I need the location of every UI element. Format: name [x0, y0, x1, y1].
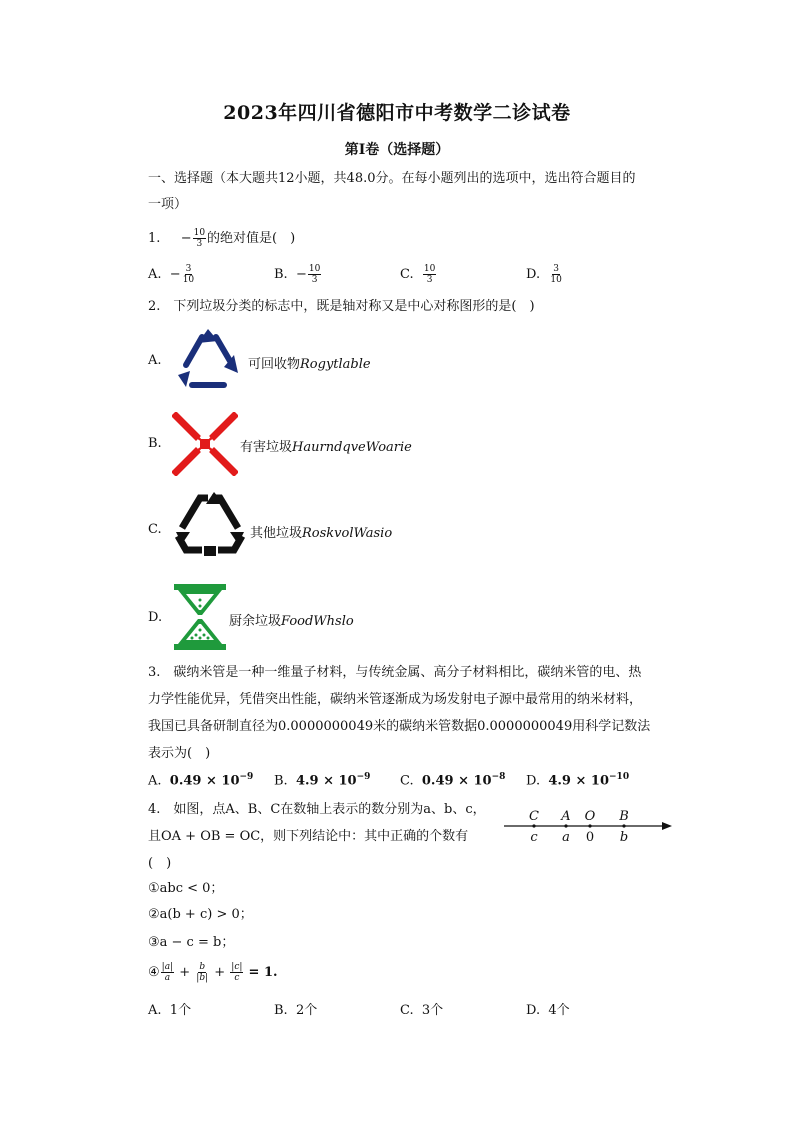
point-o — [588, 824, 591, 827]
q4-statement-1: ①abc < 0； — [148, 881, 224, 896]
question-1-text: 的绝对值是( ) — [207, 231, 296, 246]
label-upper-a: A — [561, 809, 571, 824]
food-waste-symbol-icon — [172, 582, 228, 652]
question-2-stem: 2. 下列垃圾分类的标志中，既是轴对称又是中心对称图形的是( ) — [148, 299, 535, 314]
q2-option-c-letter[interactable]: C. — [148, 522, 162, 537]
number-line-arrow-icon — [662, 822, 672, 830]
point-b — [622, 824, 625, 827]
section-subtitle: 第I卷（选择题） — [344, 142, 450, 158]
q4-option-d[interactable]: D. 4个 — [526, 1003, 570, 1018]
q3-option-d[interactable]: D. $4.9 \times 10^{-10}$ — [526, 772, 630, 789]
q2-option-a-label: 可回收物Rogytlable — [248, 357, 371, 372]
section-heading-line2: 一项） — [148, 197, 188, 212]
q3-option-c[interactable]: C. $0.49 \times 10^{-8}$ — [400, 772, 506, 789]
q2-option-d-letter[interactable]: D. — [148, 610, 163, 625]
section-heading-line1: 一、选择题（本大题共12小题，共48.0分。在每小题列出的选项中，选出符合题目的 — [148, 171, 636, 186]
question-4-line1: 4. 如图，点A、B、C在数轴上表示的数分别为a、b、c， — [148, 802, 486, 817]
question-3-line2: 力学性能优异，凭借突出性能，碳纳米管逐渐成为场发射电子源中最常用的纳米材料， — [148, 692, 643, 707]
q4-statement-3: ③a − c = b； — [148, 935, 235, 950]
q4-option-c[interactable]: C. 3个 — [400, 1003, 444, 1018]
question-4-line3: ( ) — [148, 856, 172, 871]
q2-option-b-label: 有害垃圾HaurndqveWoarie — [240, 440, 412, 455]
other-waste-symbol-icon — [172, 492, 248, 562]
question-4-line2: 且OA + OB = OC，则下列结论中：其中正确的个数有 — [148, 829, 469, 844]
q3-option-a[interactable]: A. $0.49 \times 10^{-9}$ — [148, 772, 254, 789]
q1-option-a[interactable]: A. − $\frac{3}{10}$ — [148, 264, 195, 285]
q2-option-c-label: 其他垃圾RoskvolWasio — [250, 526, 393, 541]
q1-option-d[interactable]: D. $\frac{3}{10}$ — [526, 264, 562, 285]
q2-option-d-label: 厨余垃圾FoodWhslo — [229, 614, 354, 629]
q4-statement-2: ②a(b + c) > 0； — [148, 907, 253, 922]
number-line-figure — [500, 806, 676, 846]
q1-option-b[interactable]: B. − $\frac{10}{3}$ — [274, 264, 321, 285]
question-3-line4: 表示为( ) — [148, 746, 211, 761]
label-upper-b: B — [619, 809, 629, 824]
q4-option-b[interactable]: B. 2个 — [274, 1003, 318, 1018]
question-number: 1. — [148, 231, 161, 246]
q1-option-c[interactable]: C. $\frac{10}{3}$ — [400, 264, 436, 285]
point-a — [564, 824, 567, 827]
label-lower-a: a — [562, 830, 570, 845]
label-lower-c: c — [530, 830, 538, 845]
question-3-line3: 我国已具备研制直径为0.0000000049米的碳纳米管数据0.0000000049用科学记数法 — [148, 719, 651, 734]
q2-option-b-letter[interactable]: B. — [148, 436, 162, 451]
q4-option-a[interactable]: A. 1个 — [148, 1003, 192, 1018]
label-upper-c: C — [529, 809, 539, 824]
hazardous-symbol-icon — [172, 412, 238, 476]
label-lower-zero: 0 — [585, 830, 595, 845]
recyclable-symbol-icon — [172, 327, 246, 393]
point-c — [532, 824, 535, 827]
q3-option-b[interactable]: B. $4.9 \times 10^{-9}$ — [274, 772, 371, 789]
q4-statement-4: ④ $\frac{|a|}{a}$ + $\frac{b}{|b|}$ + $\frac{|c|}{c}$ = 1. — [148, 962, 278, 983]
fraction: $\frac{10}{3}$ — [193, 228, 206, 249]
label-lower-b: b — [619, 830, 629, 845]
question-3-line1: 3. 碳纳米管是一种一维量子材料，与传统金属、高分子材料相比，碳纳米管的电、热 — [148, 665, 642, 680]
exam-title: 2023年四川省德阳市中考数学二诊试卷 — [223, 102, 571, 124]
question-1-stem — [148, 228, 295, 249]
q2-option-a-letter[interactable]: A. — [148, 353, 162, 368]
label-upper-o: O — [584, 809, 596, 824]
minus-sign: − — [180, 231, 192, 246]
